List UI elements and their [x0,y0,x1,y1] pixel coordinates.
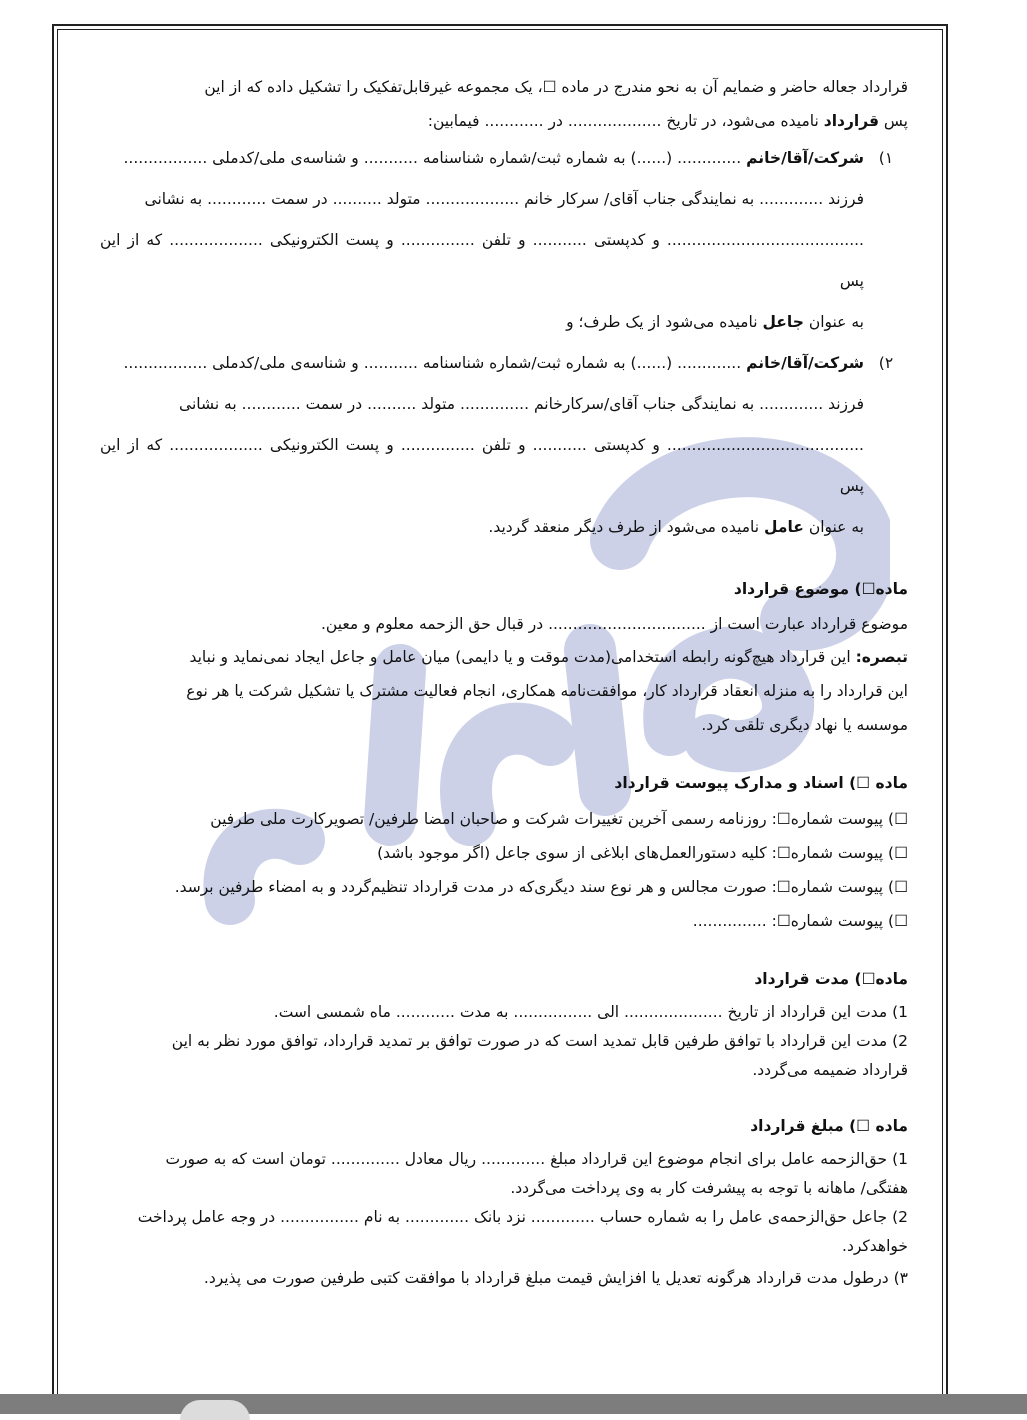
party-1-role: جاعل [762,313,804,331]
subject-note-label: تبصره: [855,648,908,666]
party-1-number: ۱) [878,149,894,167]
attachment-item: ☐) پیوست شماره☐: صورت مجالس و هر نوع سند دیگری‌که در مدت قرارداد تنظیم‌گردد و به امضاء طرفین برسد. [174,878,908,896]
amount-item-2-line-1: 2) جاعل حق‌الزحمه‌ی عامل را به شماره حساب ............. نزد بانک ............. به نام ................ در وجه عامل پرداخت [137,1208,908,1226]
party-1-line-4-rest: نامیده می‌شود از یک طرف؛ و [566,313,758,331]
duration-item-2-line-1: 2) مدت این قرارداد با توافق طرفین قابل تمدید است که در صورت توافق بر تمدید قرارداد، توافق مورد نظر به این [171,1032,908,1050]
party-2-line-4-rest: نامیده می‌شود از طرف دیگر منعقد گردید. [488,518,760,536]
intro-line-2-prefix: پس [883,112,908,130]
intro-line-2-rest: نامیده می‌شود، در تاریخ ................... در ............ فیمابین: [427,112,819,130]
subject-note [100,640,908,742]
amount-item-1-line-1: 1) حق‌الزحمه عامل برای انجام موضوع این قرارداد مبلغ ............. ریال معادل .............. تومان است که به صورت [165,1150,908,1168]
party-1-label: شرکت/آقا/خانم [746,149,864,167]
party-2-line-3: ........................................ و کدپستی ........... و تلفن ............... و پست الکترونیکی ................... که از این پس [100,436,864,495]
subject-note-line-3: موسسه یا نهاد دیگری تلقی کرد. [701,716,908,734]
subject-note-line-1: این قرارداد هیچ‌گونه رابطه استخدامی(مدت موقت و یا دایمی) میان عامل و جاعل ایجاد نمی‌نماید و نباید [189,648,851,666]
amount-item-1 [100,1145,908,1203]
intro-line-1: قرارداد جعاله حاضر و ضمایم آن به نحو مندرج در ماده ☐، یک مجموعه غیرقابل‌تفکیک را تشکیل داده که از این [204,78,908,96]
party-2-label: شرکت/آقا/خانم [746,354,864,372]
duration-item-2-line-2: قرارداد ضمیمه می‌گردد. [752,1061,908,1079]
party-1-line-1: ............. (......) به شماره ثبت/شماره شناسنامه ........... و شناسه‌ی ملی/کدملی ................. [123,149,742,167]
amount-item-3: ۳) درطول مدت قرارداد هرگونه تعدیل یا افزایش قیمت مبلغ قرارداد با موافقت کتبی طرفین صورت می پذیرد. [203,1269,908,1287]
duration-item-2 [100,1027,908,1085]
intro-paragraph [100,70,908,138]
party-2 [100,343,908,548]
party-2-number: ۲) [878,354,894,372]
party-2-text [100,343,864,548]
subject-note-line-2: این قرارداد را به منزله انعقاد قرارداد کار، موافقت‌نامه همکاری، انجام فعالیت مشترک یا تشکیل شرکت یا هر نوع [186,682,908,700]
intro-contract-term: قرارداد [823,112,879,130]
bottom-toolbar [0,1394,1027,1414]
amount-item-2 [100,1203,908,1261]
party-2-role: عامل [764,518,804,536]
duration-heading: ماده☐) مدت قرارداد [754,970,908,988]
amount-item-1-line-2: هفتگی/ ماهانه با توجه به پیشرفت کار به وی پرداخت می‌گردد. [510,1179,908,1197]
documents-heading: ماده ☐) اسناد و مدارک پیوست قرارداد [614,774,908,792]
party-1-line-3: ........................................ و کدپستی ........... و تلفن ............... و پست الکترونیکی ................... که از این پس [100,231,864,290]
subject-line: موضوع قرارداد عبارت است از ................................ در قبال حق الزحمه معلوم و معین. [321,615,908,633]
amount-item-2-line-2: خواهدکرد. [842,1237,908,1255]
party-2-line-1: ............. (......) به شماره ثبت/شماره شناسنامه ........... و شناسه‌ی ملی/کدملی ................. [123,354,742,372]
party-1-text [100,138,864,343]
subject-heading: ماده☐) موضوع قرارداد [733,580,908,598]
party-1 [100,138,908,343]
contract-content [100,70,908,1295]
party-1-line-4-prefix: به عنوان [808,313,864,331]
attachment-item: ☐) پیوست شماره☐: روزنامه رسمی آخرین تغییرات شرکت و صاحبان امضا طرفین/ تصویرکارت ملی طرفین [210,810,908,828]
party-2-line-2: فرزند ............. به نمایندگی جناب آقای/سرکارخانم .............. متولد .......... در سمت ............ به نشانی [179,395,864,413]
attachment-item: ☐) پیوست شماره☐: کلیه دستورالعمل‌های ابلاغی از سوی جاعل (اگر موجود باشد) [377,844,908,862]
party-2-line-4-prefix: به عنوان [808,518,864,536]
amount-heading: ماده ☐) مبلغ قرارداد [750,1117,908,1135]
attachment-item: ☐) پیوست شماره☐: ............... [692,912,908,930]
party-1-line-2: فرزند ............. به نمایندگی جناب آقای/ سرکار خانم ................... متولد .......... در سمت ............ به نشانی [144,190,864,208]
duration-item-1: 1) مدت این قرارداد از تاریخ .................... الی ................ به مدت ............ ماه شمسی است. [273,1003,908,1021]
bottom-toolbar-tab [180,1400,250,1420]
